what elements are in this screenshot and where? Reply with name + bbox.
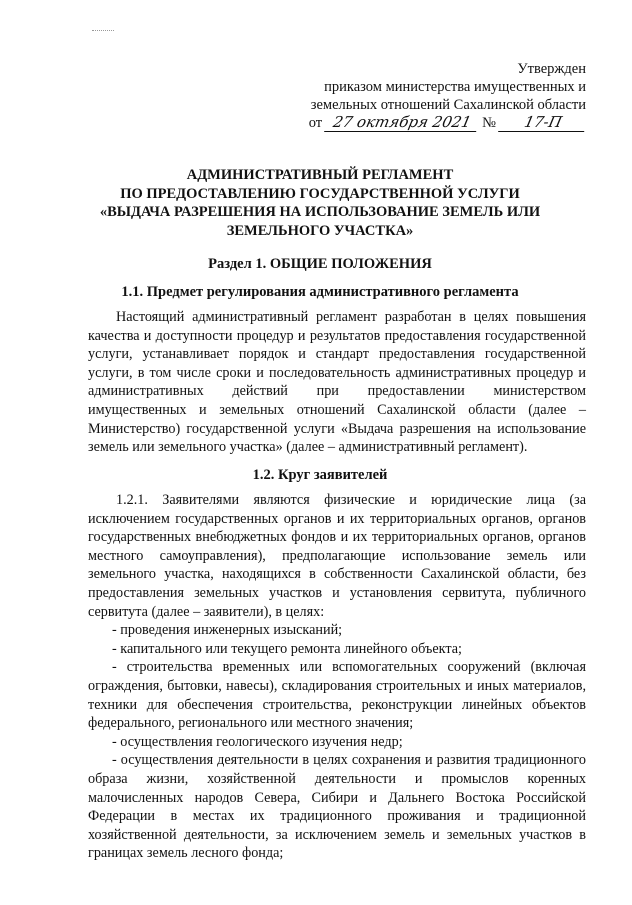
list-item: - капитального или текущего ремонта линейного объекта; <box>112 640 462 657</box>
title-line-1: АДМИНИСТРАТИВНЫЙ РЕГЛАМЕНТ <box>186 167 454 183</box>
approval-line-3: земельных отношений Сахалинской области <box>310 97 586 113</box>
handwritten-number: 17-П <box>498 114 588 132</box>
list-item: - строительства временных или вспомогательных сооружений (включая ограждения, бытовки, навесы), складирования строительных и иных материалов, техники для обеспечения строительства, реконструкции линейных объектов федерального, регионального или местного значения; <box>88 659 586 732</box>
scan-artifact <box>92 30 114 33</box>
list-item: - проведения инженерных изысканий; <box>112 622 343 639</box>
title-line-3: «ВЫДАЧА РАЗРЕШЕНИЯ НА ИСПОЛЬЗОВАНИЕ ЗЕМЕЛЬ ИЛИ <box>99 204 541 220</box>
number-label: № <box>482 115 496 131</box>
document-title <box>60 166 580 240</box>
list-item: - осуществления геологического изучения недр; <box>112 733 403 750</box>
title-line-4: ЗЕМЕЛЬНОГО УЧАСТКА» <box>226 222 414 239</box>
section-heading: Раздел 1. ОБЩИЕ ПОЛОЖЕНИЯ <box>208 256 432 272</box>
title-line-2: ПО ПРЕДОСТАВЛЕНИЮ ГОСУДАРСТВЕННОЙ УСЛУГИ <box>120 185 520 202</box>
paragraph: 1.2.1. Заявителями являются физические и юридические лица (за исключением государственных органов и их территориальных органов, органов государственных внебюджетных фондов и их территориальных органов, органов местного самоуправления), предполагающие использование земель или земельного участка, находящихся в собственности Сахалинской области, без предоставления земельных участков и установления сервитута, публичного сервитута (далее – заявители), в целях: <box>88 492 586 620</box>
handwritten-date: 27 октября 2021 <box>324 114 480 132</box>
approval-line-1: Утвержден <box>517 61 586 77</box>
subsection-1-1-body <box>88 308 586 457</box>
from-label: от <box>308 115 323 131</box>
approval-date-number <box>286 114 586 132</box>
list-item: - осуществления деятельности в целях сохранения и развития традиционного образа жизни, хозяйственной деятельности и промыслов коренных малочисленных народов Севера, Сибири и Дальнего Востока Российской Федерации в местах их традиционного проживания и традиционной хозяйственной деятельности, за исключением земель и земельных участков в границах земель лесного фонда; <box>88 752 586 862</box>
paragraph: Настоящий административный регламент разработан в целях повышения качества и доступности процедур и результатов предоставления государственной услуги, устанавливает порядок и стандарт предоставления государственной услуги, в том числе сроки и последовательность административных процедур и административных действий при предоставлении министерством имущественных и земельных отношений Сахалинской области (далее – Министерство) государственной услуги «Выдача разрешения на использование земель или земельного участка» (далее – административный регламент). <box>88 309 586 456</box>
approval-stamp <box>286 60 586 132</box>
subsection-1-2-heading: 1.2. Круг заявителей <box>252 467 388 483</box>
subsection-1-1-heading: 1.1. Предмет регулирования административного регламента <box>121 284 519 300</box>
subsection-1-2-body <box>88 491 586 863</box>
approval-line-2: приказом министерства имущественных и <box>324 79 586 95</box>
